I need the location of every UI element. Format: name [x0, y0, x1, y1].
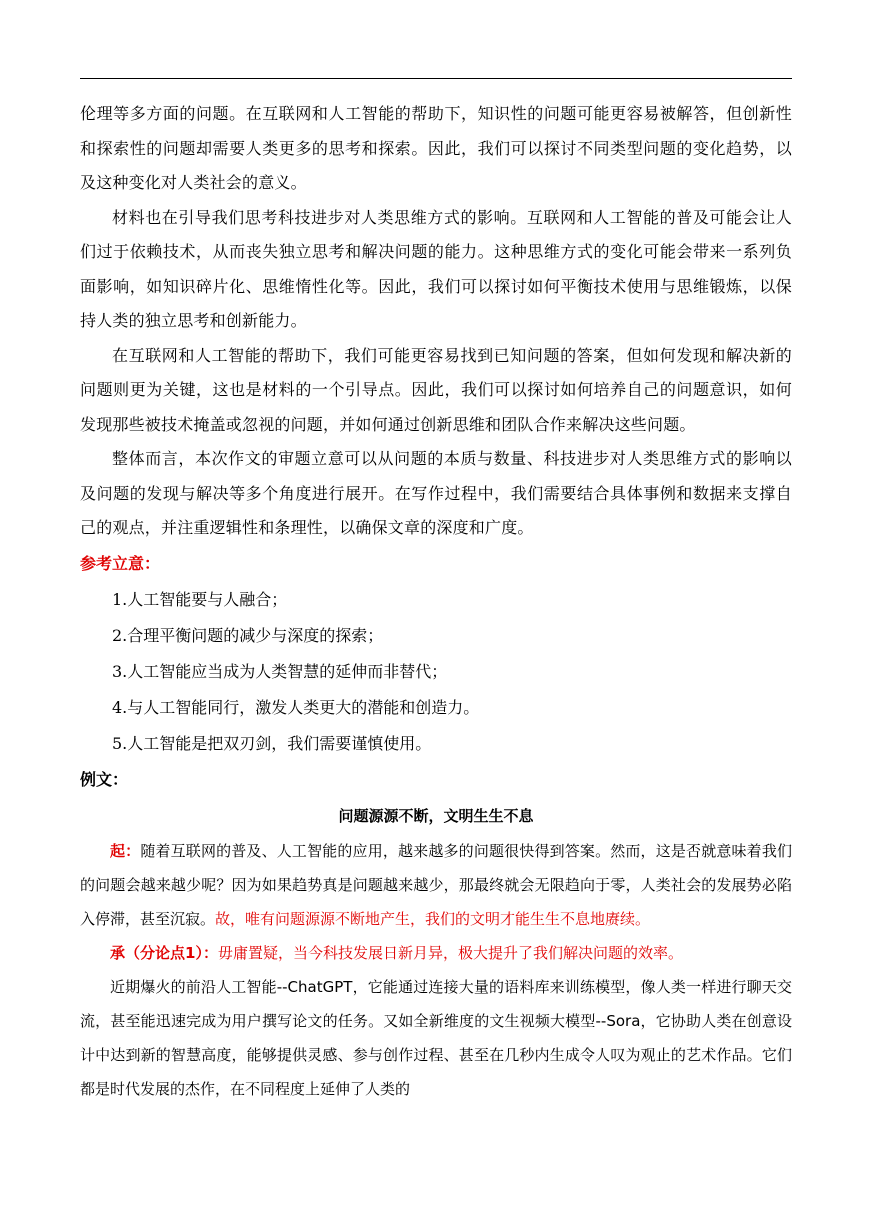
essay-body: [80, 834, 792, 1106]
reference-list: [80, 582, 792, 762]
analysis-paragraph-4: 整体而言，本次作文的审题立意可以从问题的本质与数量、科技进步对人类思维方式的影响以及问题的发现与解决等多个角度进行展开。在写作过程中，我们需要结合具体事例和数据来支撑自己的观点，并注重逻辑性和条理性，以确保文章的深度和广度。: [80, 449, 792, 537]
cheng-text: 毋庸置疑，当今科技发展日新月异，极大提升了我们解决问题的效率。: [217, 943, 683, 962]
reference-heading: 参考立意：: [80, 553, 161, 573]
reference-item-4: 4.与人工智能同行，激发人类更大的潜能和创造力。: [112, 697, 480, 717]
analysis-section: [80, 97, 792, 546]
qi-thesis: 故，唯有问题源源不断地产生，我们的文明才能生生不息地赓续。: [215, 909, 651, 928]
cheng-label: 承（分论点1）：: [110, 943, 218, 962]
document-page: [80, 78, 792, 1106]
essay-paragraph-cheng: [80, 936, 792, 970]
reference-item-2: 2.合理平衡问题的减少与深度的探索；: [112, 625, 384, 645]
analysis-paragraph-3: 在互联网和人工智能的帮助下，我们可能更容易找到已知问题的答案，但如何发现和解决新的问题则更为关键，这也是材料的一个引导点。因此，我们可以探讨如何培养自己的问题意识，如何发现那些被技术掩盖或忽视的问题，并如何通过创新思维和团队合作来解决这些问题。: [80, 345, 792, 434]
qi-label: 起：: [110, 841, 141, 860]
reference-item-3: 3.人工智能应当成为人类智慧的延伸而非替代；: [112, 661, 448, 681]
reference-item-5: 5.人工智能是把双刃剑，我们需要谨慎使用。: [112, 733, 432, 753]
header-rule: [80, 78, 792, 79]
essay-paragraph-qi: [80, 834, 792, 936]
analysis-paragraph-2: 材料也在引导我们思考科技进步对人类思维方式的影响。互联网和人工智能的普及可能会让人们过于依赖技术，从而丧失独立思考和解决问题的能力。这种思维方式的变化可能会带来一系列负面影响，如知识碎片化、思维惰性化等。因此，我们可以探讨如何平衡技术使用与思维锻炼，以保持人类的独立思考和创新能力。: [80, 207, 792, 330]
qi-text: 随着互联网的普及、人工智能的应用，越来越多的问题很快得到答案。然而，这是否就意味着我们的问题会越来越少呢？因为如果趋势真是问题越来越少，那最终就会无限趋向于零，人类社会的发展势必陷入停滞，甚至沉寂。: [80, 841, 792, 928]
essay-paragraph-body: 近期爆火的前沿人工智能--ChatGPT，它能通过连接大量的语料库来训练模型，像人类一样进行聊天交流，甚至能迅速完成为用户撰写论文的任务。又如全新维度的文生视频大模型--Sora，它协助人类在创意设计中达到新的智慧高度，能够提供灵感、参与创作过程、甚至在几秒内生成令人叹为观止的艺术作品。它们都是时代发展的杰作，在不同程度上延伸了人类的: [80, 977, 792, 1098]
reference-item-1: 1.人工智能要与人融合；: [112, 589, 288, 609]
analysis-paragraph-1: 伦理等多方面的问题。在互联网和人工智能的帮助下，知识性的问题可能更容易被解答，但创新性和探索性的问题却需要人类更多的思考和探索。因此，我们可以探讨不同类型问题的变化趋势，以及这种变化对人类社会的意义。: [80, 104, 792, 192]
essay-title: 问题源源不断，文明生生不息: [338, 806, 534, 825]
example-heading: 例文：: [80, 769, 129, 789]
